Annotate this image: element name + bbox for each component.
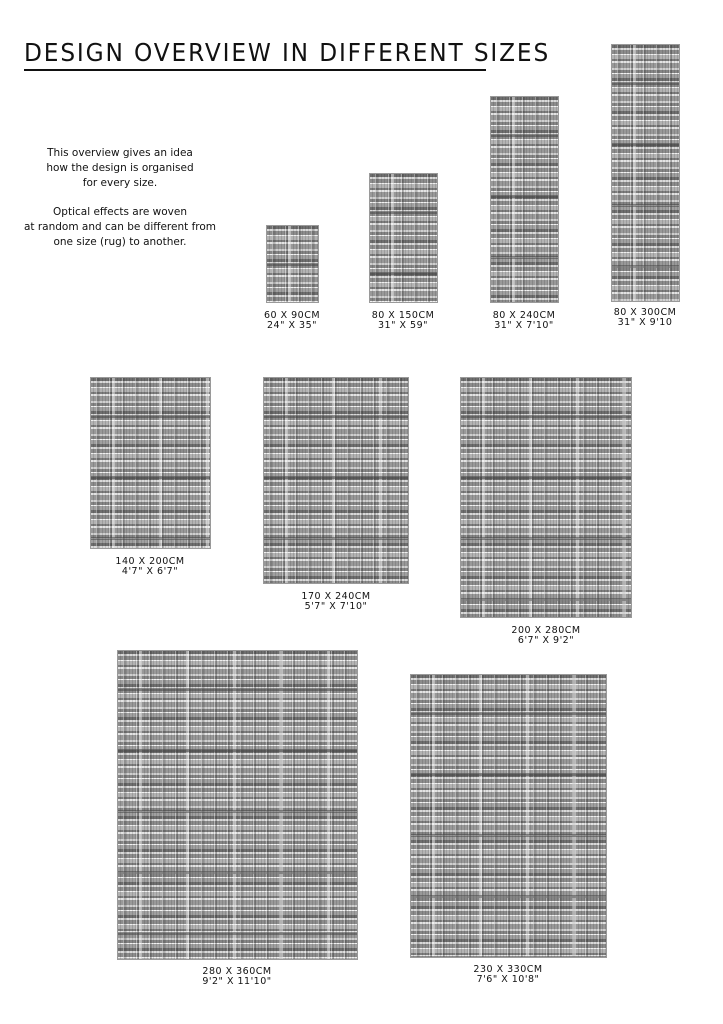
rug-metric-size: 170 X 240CM	[301, 591, 371, 602]
rug-size-label	[353, 311, 453, 331]
rug-swatch-170x240	[263, 377, 409, 584]
rug-metric-size: 80 X 150CM	[371, 310, 435, 321]
rug-swatch-140x200	[90, 377, 211, 549]
rug-size-label	[242, 311, 342, 331]
rug-swatch-200x280	[460, 377, 632, 618]
rug-metric-size: 280 X 360CM	[202, 966, 272, 977]
page-title: DESIGN OVERVIEW IN DIFFERENT SIZES	[24, 38, 551, 67]
intro-line: how the design is organised	[46, 162, 194, 174]
rug-imperial-size: 7'6" X 10'8"	[476, 974, 540, 985]
rug-size-label	[595, 308, 695, 328]
rug-imperial-size: 9'2" X 11'10"	[202, 976, 272, 987]
rug-imperial-size: 31" X 7'10"	[494, 320, 554, 331]
rug-imperial-size: 4'7" X 6'7"	[121, 566, 179, 577]
rug-size-label	[458, 965, 558, 985]
rug-size-label	[474, 311, 574, 331]
intro-line: Optical effects are woven	[53, 206, 187, 218]
rug-size-label	[187, 967, 287, 987]
rug-size-label	[496, 626, 596, 646]
rug-metric-size: 80 X 300CM	[613, 307, 677, 318]
title-underline	[24, 69, 486, 71]
rug-metric-size: 200 X 280CM	[511, 625, 581, 636]
intro-line: for every size.	[82, 177, 158, 189]
rug-swatch-60x90	[266, 225, 319, 303]
rug-imperial-size: 31" X 9'10	[617, 317, 673, 328]
rug-swatch-80x150	[369, 173, 438, 303]
rug-imperial-size: 5'7" X 7'10"	[304, 601, 368, 612]
intro-line: one size (rug) to another.	[53, 236, 187, 248]
rug-swatch-80x300	[611, 44, 680, 302]
rug-metric-size: 80 X 240CM	[492, 310, 556, 321]
rug-swatch-80x240	[490, 96, 559, 303]
rug-imperial-size: 31" X 59"	[378, 320, 428, 331]
rug-size-label	[100, 557, 200, 577]
intro-line: at random and can be different from	[23, 221, 217, 233]
intro-text	[20, 146, 220, 264]
rug-metric-size: 230 X 330CM	[473, 964, 543, 975]
rug-size-label	[286, 592, 386, 612]
intro-paragraph-1	[20, 146, 220, 191]
rug-metric-size: 140 X 200CM	[115, 556, 185, 567]
intro-paragraph-2	[20, 205, 220, 250]
intro-line: This overview gives an idea	[47, 147, 193, 159]
rug-metric-size: 60 X 90CM	[263, 310, 321, 321]
rug-swatch-230x330	[410, 674, 607, 958]
rug-swatch-280x360	[117, 650, 358, 960]
rug-imperial-size: 6'7" X 9'2"	[517, 635, 575, 646]
rug-imperial-size: 24" X 35"	[267, 320, 317, 331]
